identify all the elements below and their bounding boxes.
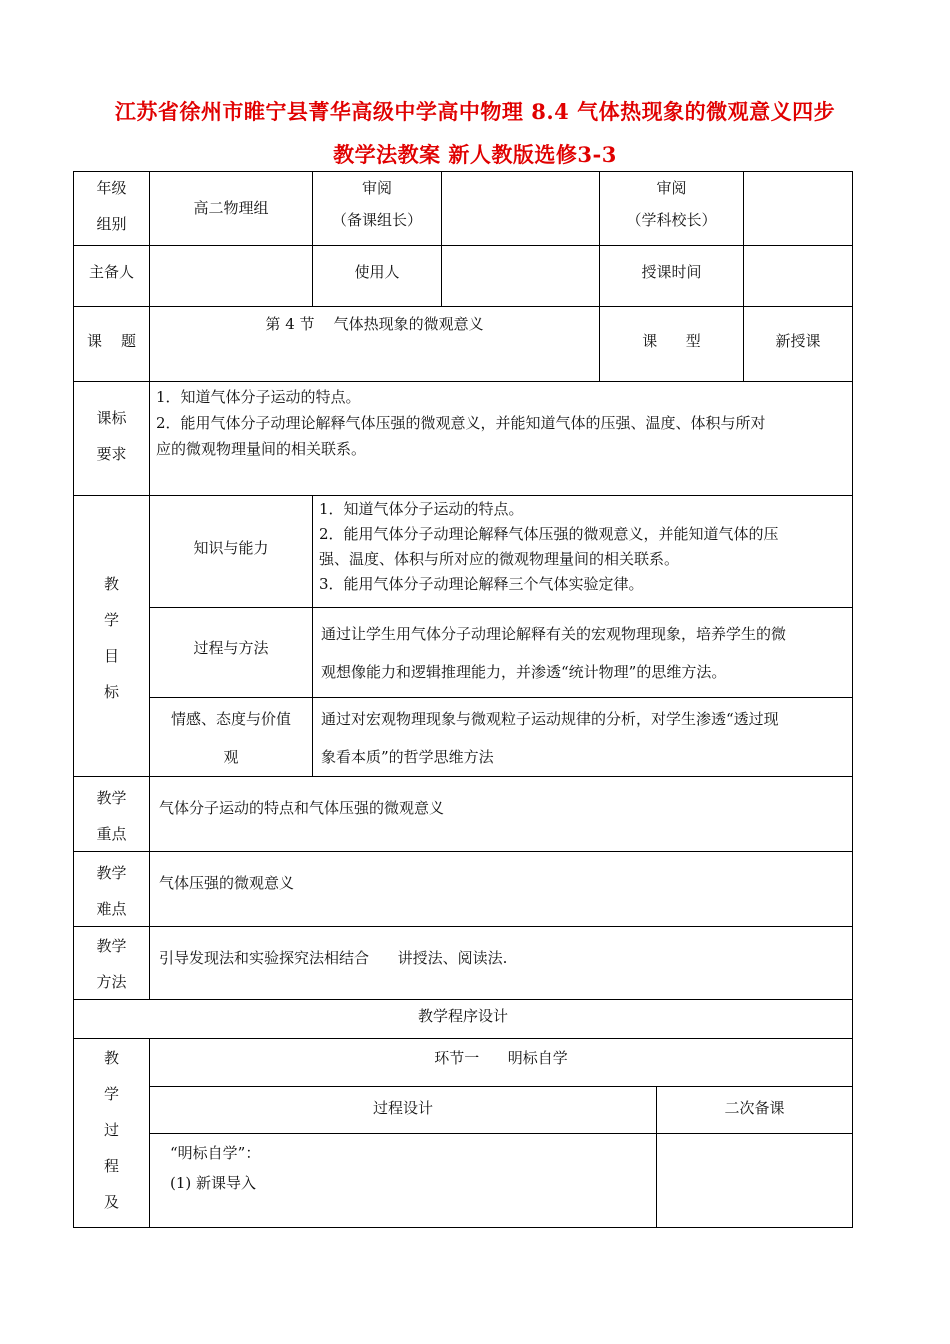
difficulty-label: 教学 难点 xyxy=(96,864,127,918)
curriculum-requirements-label: 课标 要求 xyxy=(96,409,127,463)
topic-label: 课 题 xyxy=(86,332,137,350)
row-divider xyxy=(73,306,853,307)
user-label: 使用人 xyxy=(354,263,400,281)
lesson-time-label: 授课时间 xyxy=(641,263,702,281)
emotion-values-label: 情感、态度与价值 观 xyxy=(170,710,291,766)
process-design-content xyxy=(150,1138,656,1198)
topic-value: 第 4 节 气体热现象的微观意义 xyxy=(265,315,484,333)
row-divider xyxy=(73,245,853,246)
row-divider xyxy=(149,697,853,698)
content-line: “明标自学”： xyxy=(170,1144,261,1162)
teaching-process-label: 教 学 过 程 及 xyxy=(103,1049,119,1211)
goal-line: 通过对宏观物理现象与微观粒子运动规律的分析，对学生渗透“透过现 xyxy=(321,710,779,728)
lesson-type-value: 新授课 xyxy=(775,332,821,350)
row-divider xyxy=(73,776,853,777)
table-border-right xyxy=(852,171,853,1228)
row-divider xyxy=(149,607,853,608)
document-title-line-2: 教学法教案 新人教版选修3-3 xyxy=(333,142,617,167)
row-divider xyxy=(149,1086,853,1087)
goal-line: 1．知道气体分子运动的特点。 xyxy=(319,500,524,518)
goal-line: 象看本质”的哲学思维方法 xyxy=(321,748,494,766)
lesson-type-label: 课 型 xyxy=(642,332,701,350)
requirement-line: 2．能用气体分子动理论解释气体压强的微观意义，并能知道气体的压强、温度、体积与所对 xyxy=(156,414,766,432)
table-border-bottom xyxy=(73,1227,853,1228)
row-divider xyxy=(73,381,853,382)
requirement-line: 1．知道气体分子运动的特点。 xyxy=(156,388,361,406)
goal-line: 观想像能力和逻辑推理能力，并渗透“统计物理”的思维方法。 xyxy=(321,663,727,681)
key-points-value: 气体分子运动的特点和气体压强的微观意义 xyxy=(159,799,445,817)
goal-line: 通过让学生用气体分子动理论解释有关的宏观物理现象，培养学生的微 xyxy=(321,625,787,643)
program-design-title: 教学程序设计 xyxy=(417,1007,508,1025)
goal-line: 2．能用气体分子动理论解释气体压强的微观意义，并能知道气体的压 xyxy=(319,525,779,543)
grade-group-value: 高二物理组 xyxy=(193,199,269,217)
column-divider xyxy=(441,171,442,306)
grade-group-label: 年级 组别 xyxy=(96,179,127,233)
goal-line: 强、温度、体积与所对应的微观物理量间的相关联系。 xyxy=(319,550,680,568)
preparer-label: 主备人 xyxy=(88,263,134,281)
curriculum-requirements-text xyxy=(150,384,852,462)
requirement-line: 应的微观物理量间的相关联系。 xyxy=(156,440,367,458)
row-divider xyxy=(73,999,853,1000)
goal-line: 3．能用气体分子动理论解释三个气体实验定律。 xyxy=(319,575,644,593)
section-one-title: 环节一 明标自学 xyxy=(434,1049,568,1067)
review-principal-label: 审阅 （学科校长） xyxy=(626,179,717,229)
row-divider xyxy=(73,926,853,927)
difficulty-value: 气体压强的微观意义 xyxy=(159,874,295,892)
teaching-method-value: 引导发现法和实验探究法相结合 讲授法、阅读法. xyxy=(159,949,508,967)
review-group-leader-label: 审阅 （备课组长） xyxy=(331,179,422,229)
emotion-values-text xyxy=(313,700,852,776)
process-design-header: 过程设计 xyxy=(372,1099,433,1117)
key-points-label: 教学 重点 xyxy=(96,789,127,843)
teaching-goals-label: 教 学 目 标 xyxy=(103,575,119,701)
teaching-method-label: 教学 方法 xyxy=(96,937,127,991)
knowledge-ability-label: 知识与能力 xyxy=(193,539,269,557)
row-divider xyxy=(73,495,853,496)
second-preparation-header: 二次备课 xyxy=(724,1099,785,1117)
process-method-label: 过程与方法 xyxy=(193,639,269,657)
row-divider xyxy=(73,1038,853,1039)
knowledge-ability-text xyxy=(313,497,852,597)
row-divider xyxy=(73,851,853,852)
content-line: (1) 新课导入 xyxy=(170,1174,257,1192)
table-border-top xyxy=(73,171,853,172)
process-method-text xyxy=(313,615,852,691)
row-divider xyxy=(149,1133,853,1134)
document-title-line-1: 江苏省徐州市睢宁县菁华高级中学高中物理 8.4 气体热现象的微观意义四步 xyxy=(114,99,836,124)
